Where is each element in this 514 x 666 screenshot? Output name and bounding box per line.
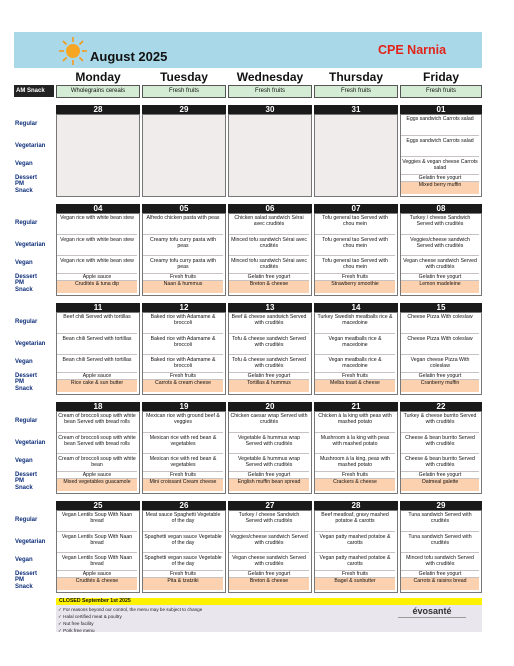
row-label-dessert: Dessert bbox=[15, 175, 38, 181]
row-divider bbox=[57, 531, 137, 532]
row-label-snack: Snack bbox=[15, 287, 33, 293]
row-divider bbox=[315, 255, 395, 256]
meal-regular: Turkey / cheese Sandwich Served with crudités bbox=[409, 215, 471, 228]
row-divider bbox=[229, 255, 309, 256]
day-number: 07 bbox=[314, 204, 398, 213]
meal-vegetarian: Tofu & cheese sandwich Served with crudités bbox=[232, 336, 306, 349]
meal-regular: Mexican rice with ground beef & veggies bbox=[146, 413, 220, 426]
day-number: 04 bbox=[56, 204, 140, 213]
meal-regular: Beef & cheese sandwich Served with crudités bbox=[231, 314, 307, 327]
pm-snack: Crudités & cheese bbox=[57, 578, 137, 590]
meal-vegan: Creamy tofu curry pasta with peas bbox=[149, 258, 217, 271]
row-divider bbox=[229, 531, 309, 532]
meal-vegan: Cream of broccoli soup with white bean bbox=[58, 456, 136, 469]
pm-snack: Breton & cheese bbox=[229, 578, 309, 590]
meal-dessert: Fresh fruits bbox=[342, 472, 368, 478]
day-cell bbox=[56, 114, 140, 197]
pm-snack: Oatmeal galette bbox=[401, 479, 479, 491]
row-label-snack: Snack bbox=[15, 584, 33, 590]
row-label-snack: Snack bbox=[15, 188, 33, 194]
day-number: 28 bbox=[314, 501, 398, 510]
meal-vegan: Veggies & vegan cheese Carrots salad bbox=[402, 159, 478, 172]
pm-snack: Pita & tzatziki bbox=[143, 578, 223, 590]
row-divider bbox=[143, 234, 223, 235]
meal-dessert: Gelatin free yogurt bbox=[418, 175, 462, 181]
row-divider bbox=[57, 552, 137, 553]
meal-regular: Baked rice with Adamame & broccoli bbox=[150, 314, 216, 327]
row-divider bbox=[401, 531, 479, 532]
row-label-regular: Regular bbox=[15, 220, 38, 226]
row-label-snack: Snack bbox=[15, 386, 33, 392]
day-number: 11 bbox=[56, 303, 140, 312]
meal-vegan: Baked rice with Adamame & broccoli bbox=[150, 357, 216, 370]
day-number: 21 bbox=[314, 402, 398, 411]
row-label-regular: Regular bbox=[15, 418, 38, 424]
meal-regular: Meat sauce Spaghetti Vegetable of the day bbox=[145, 512, 221, 525]
meal-vegetarian: Vegetable & hummus wrap Served with crudités bbox=[238, 435, 300, 448]
row-divider bbox=[315, 333, 395, 334]
meal-regular: Tuna sandwich Served with crudités bbox=[408, 512, 472, 525]
pm-snack: Tortillas & hummus bbox=[229, 380, 309, 392]
row-label-regular: Regular bbox=[15, 121, 38, 127]
row-divider bbox=[57, 453, 137, 454]
row-label-dessert: Dessert bbox=[15, 571, 38, 577]
day-number: 26 bbox=[142, 501, 226, 510]
footer-note: ✓ Halal certified meat & poultry bbox=[58, 614, 122, 619]
row-label-snack: Snack bbox=[15, 485, 33, 491]
meal-vegetarian: Minced tofu sandwich Sérai avec crudités bbox=[231, 237, 307, 250]
row-divider bbox=[57, 234, 137, 235]
row-divider bbox=[401, 354, 479, 355]
meal-dessert: Gelatin free yogurt bbox=[247, 373, 291, 379]
row-label-vegan: Vegan bbox=[15, 260, 33, 266]
logo-underline bbox=[398, 617, 466, 623]
row-divider bbox=[401, 234, 479, 235]
meal-vegetarian: Creamy tofu curry pasta with peas bbox=[149, 237, 217, 250]
meal-vegetarian: Mushroom à la king with peas with mashed potato bbox=[320, 435, 390, 448]
meal-vegetarian: Cream of broccoli soup with white bean Served with bread rolls bbox=[58, 435, 136, 448]
day-number: 29 bbox=[400, 501, 482, 510]
meal-regular: Eggs sandwich Carrots salad bbox=[406, 116, 474, 122]
row-label-vegetarian: Vegetarian bbox=[15, 440, 46, 446]
pm-snack: Crackers & cheese bbox=[315, 479, 395, 491]
meal-vegan: Vegetable & hummus wrap Served with crudités bbox=[238, 456, 300, 469]
row-label-vegan: Vegan bbox=[15, 458, 33, 464]
day-number: 27 bbox=[228, 501, 312, 510]
row-divider bbox=[143, 333, 223, 334]
meal-regular: Chicken à la king with peas with mashed potato bbox=[318, 413, 392, 426]
day-number: 20 bbox=[228, 402, 312, 411]
row-divider bbox=[315, 453, 395, 454]
row-divider bbox=[401, 453, 479, 454]
menu-title: August 2025 bbox=[90, 49, 168, 64]
meal-dessert: Fresh fruits bbox=[342, 571, 368, 577]
logo-text: évosanté bbox=[412, 606, 452, 616]
row-divider bbox=[315, 552, 395, 553]
day-number: 31 bbox=[314, 105, 398, 114]
am-snack-tuesday: Fresh fruits bbox=[142, 85, 226, 98]
day-number: 05 bbox=[142, 204, 226, 213]
footer-note: ✓ For reasons beyond our control, the menu may be subject to change bbox=[58, 607, 203, 612]
am-snack-label: AM Snack bbox=[14, 85, 54, 97]
row-label-vegetarian: Vegetarian bbox=[15, 143, 46, 149]
meal-regular: Turkey / cheese Sandwich Served with crudités bbox=[238, 512, 300, 525]
row-divider bbox=[143, 453, 223, 454]
pm-snack: Mini croissant Cream cheese bbox=[143, 479, 223, 491]
meal-dessert: Fresh fruits bbox=[170, 373, 196, 379]
meal-regular: Cheese Pizza With coleslaw bbox=[407, 314, 473, 320]
meal-dessert: Gelatin free yogurt bbox=[247, 472, 291, 478]
meal-vegan: Tofu general tao Served with chou mein bbox=[322, 258, 388, 271]
pm-snack: Cranberry muffin bbox=[401, 380, 479, 392]
meal-dessert: Gelatin free yogurt bbox=[418, 274, 462, 280]
day-number: 19 bbox=[142, 402, 226, 411]
meal-dessert: Apple sauce bbox=[82, 571, 112, 577]
meal-vegetarian: Tofu general tao Served with chou mein bbox=[322, 237, 388, 250]
meal-vegetarian: Vegan patty mashed potatoe & carotts bbox=[319, 534, 391, 547]
meal-vegan: Minced tofu sandwich Sérai avec crudités bbox=[231, 258, 307, 271]
meal-vegan: Vegan cheese sandwich Served with crudités bbox=[232, 555, 306, 568]
day-number: 25 bbox=[56, 501, 140, 510]
row-divider bbox=[229, 552, 309, 553]
day-number: 08 bbox=[400, 204, 482, 213]
pm-snack: Breton & cheese bbox=[229, 281, 309, 293]
row-divider bbox=[143, 552, 223, 553]
meal-dessert: Fresh fruits bbox=[342, 274, 368, 280]
meal-dessert: Gelatin free yogurt bbox=[418, 571, 462, 577]
row-divider bbox=[143, 531, 223, 532]
meal-dessert: Gelatin free yogurt bbox=[247, 571, 291, 577]
meal-dessert: Apple sauce bbox=[82, 274, 112, 280]
meal-vegetarian: Vegan Lentils Soup With Naan bread bbox=[61, 534, 133, 547]
row-divider bbox=[229, 234, 309, 235]
meal-vegan: Mexican rice with red bean & vegetables bbox=[149, 456, 217, 469]
row-label-pm: PM bbox=[15, 280, 24, 286]
pm-snack: Strawberry smoothie bbox=[315, 281, 395, 293]
meal-regular: Tofu general tao Served with chou mein bbox=[322, 215, 388, 228]
row-divider bbox=[143, 354, 223, 355]
pm-snack: Naan & hummus bbox=[143, 281, 223, 293]
row-label-vegan: Vegan bbox=[15, 161, 33, 167]
meal-vegetarian: Vegan rice with white bean stew bbox=[60, 237, 134, 243]
row-label-pm: PM bbox=[15, 379, 24, 385]
meal-vegan: Vegan meatballs rice & macedoine bbox=[328, 357, 382, 370]
row-divider bbox=[229, 354, 309, 355]
sun-icon bbox=[58, 36, 88, 66]
day-monday: Monday bbox=[75, 70, 121, 84]
row-label-pm: PM bbox=[15, 478, 24, 484]
meal-regular: Turkey Swedish meatballs rice & macedoine bbox=[317, 314, 393, 327]
meal-dessert: Gelatin free yogurt bbox=[247, 274, 291, 280]
meal-vegetarian: Cheese & bean burrito Served with crudités bbox=[405, 435, 475, 448]
meal-vegan: Vegan rice with white bean stew bbox=[60, 258, 134, 264]
pm-snack: Rice cake & sun butter bbox=[57, 380, 137, 392]
meal-dessert: Fresh fruits bbox=[342, 373, 368, 379]
meal-regular: Turkey & cheese burrito Served with crudités bbox=[403, 413, 477, 426]
row-divider bbox=[401, 432, 479, 433]
row-label-vegetarian: Vegetarian bbox=[15, 539, 46, 545]
pm-snack: English muffin bean spread bbox=[229, 479, 309, 491]
row-divider bbox=[315, 531, 395, 532]
day-number: 13 bbox=[228, 303, 312, 312]
row-divider bbox=[401, 333, 479, 334]
row-divider bbox=[315, 354, 395, 355]
day-tuesday: Tuesday bbox=[160, 70, 208, 84]
meal-regular: Cream of broccoli soup with white bean Served with bread rolls bbox=[58, 413, 136, 426]
meal-regular: Beef meatloaf, gravy mashed potatoe & carotts bbox=[321, 512, 389, 525]
row-divider bbox=[57, 255, 137, 256]
meal-vegan: Minced tofu sandwich Served with crudités bbox=[406, 555, 474, 568]
meal-dessert: Fresh fruits bbox=[170, 571, 196, 577]
row-divider bbox=[401, 156, 479, 157]
meal-regular: Chicken salad sandwich Sérai avec crudités bbox=[234, 215, 304, 228]
pm-snack: Lemon madeleine bbox=[401, 281, 479, 293]
day-cell bbox=[228, 114, 312, 197]
closed-notice: CLOSED September 1st 2025 bbox=[56, 598, 482, 605]
pm-snack: Mixed berry muffin bbox=[401, 182, 479, 194]
meal-regular: Vegan Lentils Soup With Naan bread bbox=[61, 512, 133, 525]
row-label-vegetarian: Vegetarian bbox=[15, 242, 46, 248]
meal-vegetarian: Mexican rice with red bean & vegetables bbox=[149, 435, 217, 448]
day-number: 30 bbox=[228, 105, 312, 114]
day-number: 29 bbox=[142, 105, 226, 114]
meal-vegan: Vegan cheese Pizza With coleslaw bbox=[410, 357, 470, 370]
row-label-pm: PM bbox=[15, 577, 24, 583]
meal-dessert: Gelatin free yogurt bbox=[418, 373, 462, 379]
day-number: 22 bbox=[400, 402, 482, 411]
day-number: 01 bbox=[400, 105, 482, 114]
meal-regular: Beef chili Served with tortillas bbox=[63, 314, 131, 320]
row-label-dessert: Dessert bbox=[15, 472, 38, 478]
row-label-regular: Regular bbox=[15, 517, 38, 523]
day-cell bbox=[142, 114, 226, 197]
day-number: 06 bbox=[228, 204, 312, 213]
meal-vegan: Bean chili Served with tortillas bbox=[62, 357, 132, 363]
day-cell bbox=[314, 114, 398, 197]
pm-snack: Mixed vegetables guacamole bbox=[57, 479, 137, 491]
meal-vegetarian: Tuna sandwich Served with crudités bbox=[408, 534, 472, 547]
am-snack-monday: Wholegrains cereals bbox=[56, 85, 140, 98]
day-friday: Friday bbox=[422, 70, 459, 84]
row-label-pm: PM bbox=[15, 181, 24, 187]
row-label-dessert: Dessert bbox=[15, 274, 38, 280]
row-divider bbox=[401, 552, 479, 553]
day-number: 28 bbox=[56, 105, 140, 114]
row-divider bbox=[229, 453, 309, 454]
meal-dessert: Gelatin free yogurt bbox=[418, 472, 462, 478]
meal-vegetarian: Cheese Pizza With coleslaw bbox=[407, 336, 473, 342]
row-label-vegan: Vegan bbox=[15, 557, 33, 563]
meal-vegan: Mushroom à la king, peas with mashed potato bbox=[319, 456, 391, 469]
meal-vegan: Vegan Lentils Soup With Naan bread bbox=[61, 555, 133, 568]
meal-dessert: Apple sauce bbox=[82, 373, 112, 379]
meal-vegetarian: Veggies/cheese sandwich Served with crudités bbox=[230, 534, 308, 547]
am-snack-friday: Fresh fruits bbox=[400, 85, 482, 98]
day-thursday: Thursday bbox=[328, 70, 383, 84]
meal-vegan: Vegan cheese sandwich Served with crudités bbox=[403, 258, 477, 271]
pm-snack: Bagel & sunbutter bbox=[315, 578, 395, 590]
meal-dessert: Fresh fruits bbox=[170, 274, 196, 280]
day-wednesday: Wednesday bbox=[236, 70, 304, 84]
row-label-dessert: Dessert bbox=[15, 373, 38, 379]
row-label-regular: Regular bbox=[15, 319, 38, 325]
meal-regular: Alfredo chicken pasta with peas bbox=[146, 215, 220, 221]
evosante-logo bbox=[398, 606, 466, 628]
meal-vegetarian: Eggs sandwich Carrots salad bbox=[406, 138, 474, 144]
row-divider bbox=[57, 354, 137, 355]
meal-regular: Vegan rice with white bean stew bbox=[60, 215, 134, 221]
meal-vegetarian: Bean chili Served with tortillas bbox=[62, 336, 132, 342]
meal-vegan: Vegan patty mashed potatoe & carotts bbox=[319, 555, 391, 568]
am-snack-thursday: Fresh fruits bbox=[314, 85, 398, 98]
row-divider bbox=[143, 432, 223, 433]
row-divider bbox=[229, 333, 309, 334]
row-divider bbox=[57, 432, 137, 433]
pm-snack: Melba toast & cheese bbox=[315, 380, 395, 392]
row-divider bbox=[315, 234, 395, 235]
meal-vegetarian: Vegan meatballs rice & macedoine bbox=[328, 336, 382, 349]
row-divider bbox=[401, 135, 479, 136]
meal-vegetarian: Baked rice with Adamame & broccoli bbox=[150, 336, 216, 349]
meal-vegan: Cheese & bean burrito Served with crudités bbox=[405, 456, 475, 469]
row-divider bbox=[401, 255, 479, 256]
footer-note: ✓ Nut free facility bbox=[58, 621, 94, 626]
day-number: 12 bbox=[142, 303, 226, 312]
row-label-vegan: Vegan bbox=[15, 359, 33, 365]
row-divider bbox=[229, 432, 309, 433]
day-number: 18 bbox=[56, 402, 140, 411]
meal-vegan: Spaghetti vegan sauce Vegetable of the day bbox=[144, 555, 222, 568]
pm-snack: Crudités & tuna dip bbox=[57, 281, 137, 293]
meal-regular: Chicken caesar wrap Served with crudités bbox=[230, 413, 308, 426]
pm-snack: Carrots & raisins bread bbox=[401, 578, 479, 590]
meal-dessert: Apple sauce bbox=[82, 472, 112, 478]
footer-note: ✓ Pork free menu bbox=[58, 628, 95, 633]
pm-snack: Carrots & cream cheese bbox=[143, 380, 223, 392]
meal-dessert: Fresh fruits bbox=[170, 472, 196, 478]
day-number: 15 bbox=[400, 303, 482, 312]
meal-vegetarian: Spaghetti vegan sauce Vegetable of the day bbox=[144, 534, 222, 547]
meal-vegetarian: Veggies/cheese sandwich Served with crudités bbox=[410, 237, 470, 250]
school-name: CPE Narnia bbox=[378, 43, 447, 57]
day-number: 14 bbox=[314, 303, 398, 312]
meal-vegan: Tofu & cheese sandwich Served with crudités bbox=[232, 357, 306, 370]
row-label-vegetarian: Vegetarian bbox=[15, 341, 46, 347]
row-divider bbox=[143, 255, 223, 256]
am-snack-wednesday: Fresh fruits bbox=[228, 85, 312, 98]
row-divider bbox=[57, 333, 137, 334]
row-divider bbox=[315, 432, 395, 433]
